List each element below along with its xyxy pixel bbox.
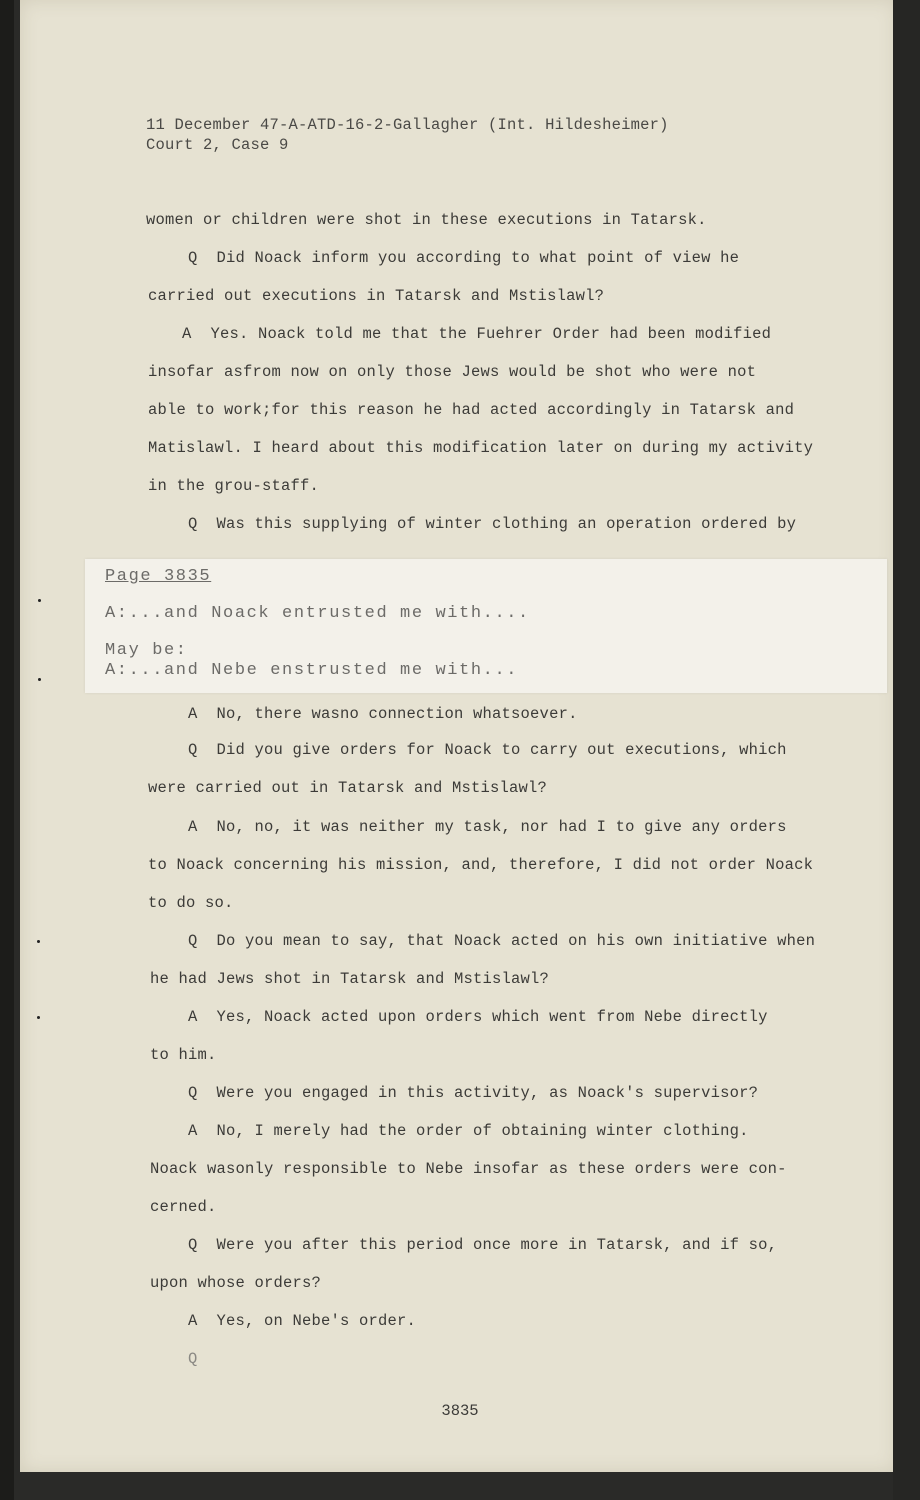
text-line: Q Was this supplying of winter clothing an operation ordered by — [150, 515, 797, 533]
text-line: Q Were you engaged in this activity, as Noack's supervisor? — [150, 1084, 759, 1102]
text-line: cerned. — [150, 1198, 217, 1216]
correction-line: A:...and Noack entrusted me with.... — [105, 604, 530, 623]
scan-speck — [38, 599, 41, 602]
text-line: Noack wasonly responsible to Nebe insofar as these orders were con- — [150, 1160, 787, 1178]
text-line: Q Were you after this period once more in Tatarsk, and if so, — [150, 1236, 778, 1254]
text-line: carried out executions in Tatarsk and Mstislawl? — [148, 287, 605, 305]
text-line: Matislawl. I heard about this modification later on during my activity — [148, 439, 814, 457]
scan-border-right — [893, 0, 920, 1500]
header-line-2: Court 2, Case 9 — [146, 136, 289, 154]
correction-line: A:...and Nebe enstrusted me with... — [105, 661, 519, 680]
text-line: able to work;for this reason he had acted accordingly in Tatarsk and — [148, 401, 795, 419]
text-line: were carried out in Tatarsk and Mstislawl? — [148, 779, 548, 797]
document-page — [20, 0, 896, 1472]
text-line: A Yes, Noack acted upon orders which went from Nebe directly — [150, 1008, 768, 1026]
text-line: insofar asfrom now on only those Jews would be shot who were not — [148, 363, 757, 381]
text-line: to do so. — [148, 894, 234, 912]
page-number: 3835 — [441, 1402, 479, 1420]
text-line: Q Did you give orders for Noack to carry out executions, which — [150, 741, 787, 759]
text-line: Q — [150, 1350, 198, 1368]
correction-line: May be: — [105, 641, 188, 660]
text-line: Q Did Noack inform you according to what point of view he — [150, 249, 740, 267]
scan-speck — [37, 940, 40, 943]
scan-speck — [37, 1016, 40, 1019]
header-line-1: 11 December 47-A-ATD-16-2-Gallagher (Int. Hildesheimer) — [146, 116, 669, 134]
correction-slip — [85, 559, 887, 693]
text-line: he had Jews shot in Tatarsk and Mstislawl? — [150, 970, 550, 988]
text-line: Q Do you mean to say, that Noack acted on his own initiative when — [150, 932, 816, 950]
text-line: A Yes. Noack told me that the Fuehrer Order had been modified — [144, 325, 772, 343]
text-line: upon whose orders? — [150, 1274, 322, 1292]
correction-page-ref: Page 3835 — [105, 567, 212, 586]
text-line: A No, no, it was neither my task, nor had I to give any orders — [150, 818, 787, 836]
scan-speck — [38, 678, 41, 681]
text-line: A No, there wasno connection whatsoever. — [150, 705, 578, 723]
text-line: women or children were shot in these executions in Tatarsk. — [146, 211, 707, 229]
text-line: A No, I merely had the order of obtaining winter clothing. — [150, 1122, 749, 1140]
scan-border-left — [0, 0, 14, 1500]
text-line: to him. — [150, 1046, 217, 1064]
text-line: A Yes, on Nebe's order. — [150, 1312, 417, 1330]
text-line: to Noack concerning his mission, and, therefore, I did not order Noack — [148, 856, 814, 874]
text-line: in the grou-staff. — [148, 477, 320, 495]
